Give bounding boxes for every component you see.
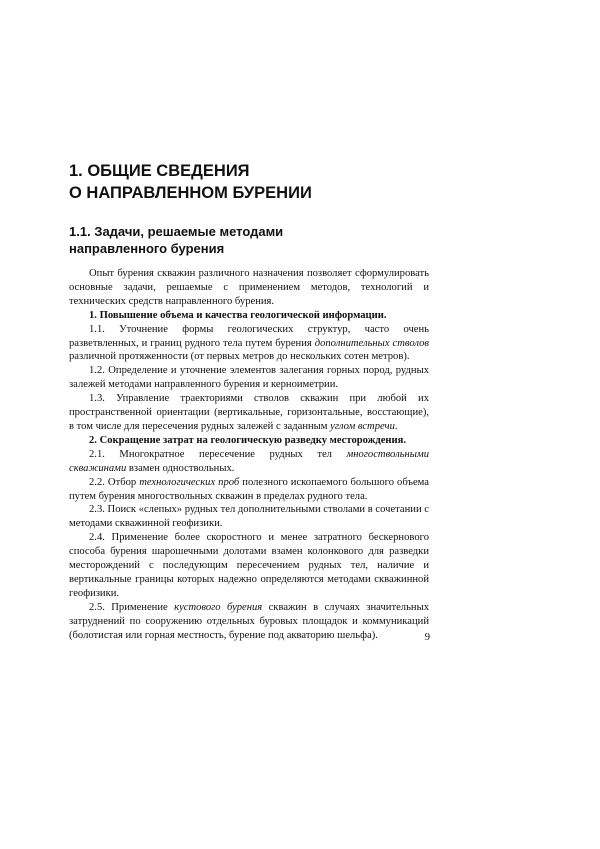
paragraph-2-5 [69,601,429,643]
paragraph-1-1 [69,323,429,365]
paragraph-2-2 [69,476,429,504]
chapter-title-line-2: О НАПРАВЛЕННОМ БУРЕНИИ [69,184,312,202]
paragraph-2-4: 2.4. Применение более скоростного и менее затратного бескернового способа бурения шарошечными долотами взамен колонкового для разведки месторождений с последующим пересечением рудных тел, наличие и вертикальные границы которых надежно определяются методами скважинной геофизики. [69,532,429,599]
heading-item-2: 2. Сокращение затрат на геологическую разведку месторождения. [89,434,407,446]
text-span: скважин в случаях значительных затруднений по сооружению отдельных буровых площадок и коммуникаций (болотистая или горная местность, бурение под акваторию шельфа). [69,601,429,641]
chapter-title-line-1: 1. ОБЩИЕ СВЕДЕНИЯ [69,162,250,180]
emphasis: углом встречи [330,420,395,432]
text-span: 2.5. Применение [89,601,175,613]
paragraph-1-2: 1.2. Определение и уточнение элементов залегания горных пород, рудных залежей методами направленного бурения и керноиметрии. [69,365,429,391]
heading-item-1: 1. Повышение объема и качества геологической информации. [89,309,387,321]
emphasis: технологических проб [139,476,240,488]
section-title-line-2: направленного бурения [69,241,225,256]
paragraph-2-1 [69,448,429,476]
text-span: взамен одноствольных. [126,462,235,474]
text-span: 1.1. Уточнение формы геологических структур, часто очень разветвленных, и границ рудного тела путем бурения [69,323,429,349]
section-title-line-1: 1.1. Задачи, решаемые методами [69,224,284,239]
text-span: . [394,420,398,432]
paragraph-intro: Опыт бурения скважин различного назначения позволяет сформулировать основные задачи, решаемые с применением методов, технологий и технических средств направленного бурения. [69,268,429,307]
text-span: различной протяженности (от первых метров до нескольких сотен метров). [69,351,410,363]
emphasis: дополнительных стволов [314,337,429,349]
section-title [69,223,529,257]
text-span: 1.3. Управление траекториями стволов скважин при любой их пространственной ориентации (вертикальные, горизонтальные, восстающие), в том числе для пересечения рудных залежей с заданным [69,393,429,432]
page-number: 9 [424,632,430,643]
emphasis: кустового бурения [174,601,263,613]
paragraph-1-3 [69,392,429,434]
chapter-title [69,160,529,204]
body-text [69,267,429,642]
text-span: полезного ископаемого большого объема путем бурения многоствольных скважин в пределах рудного тела. [69,476,429,502]
text-span: 2.2. Отбор [89,476,140,488]
emphasis: многоствольными скважинами [69,448,429,474]
text-span: 2.1. Многократное пересечение рудных тел [89,448,347,460]
paragraph-2-3: 2.3. Поиск «слепых» рудных тел дополнительными стволами в сочетании с методами скважинной геофизики. [69,504,429,530]
